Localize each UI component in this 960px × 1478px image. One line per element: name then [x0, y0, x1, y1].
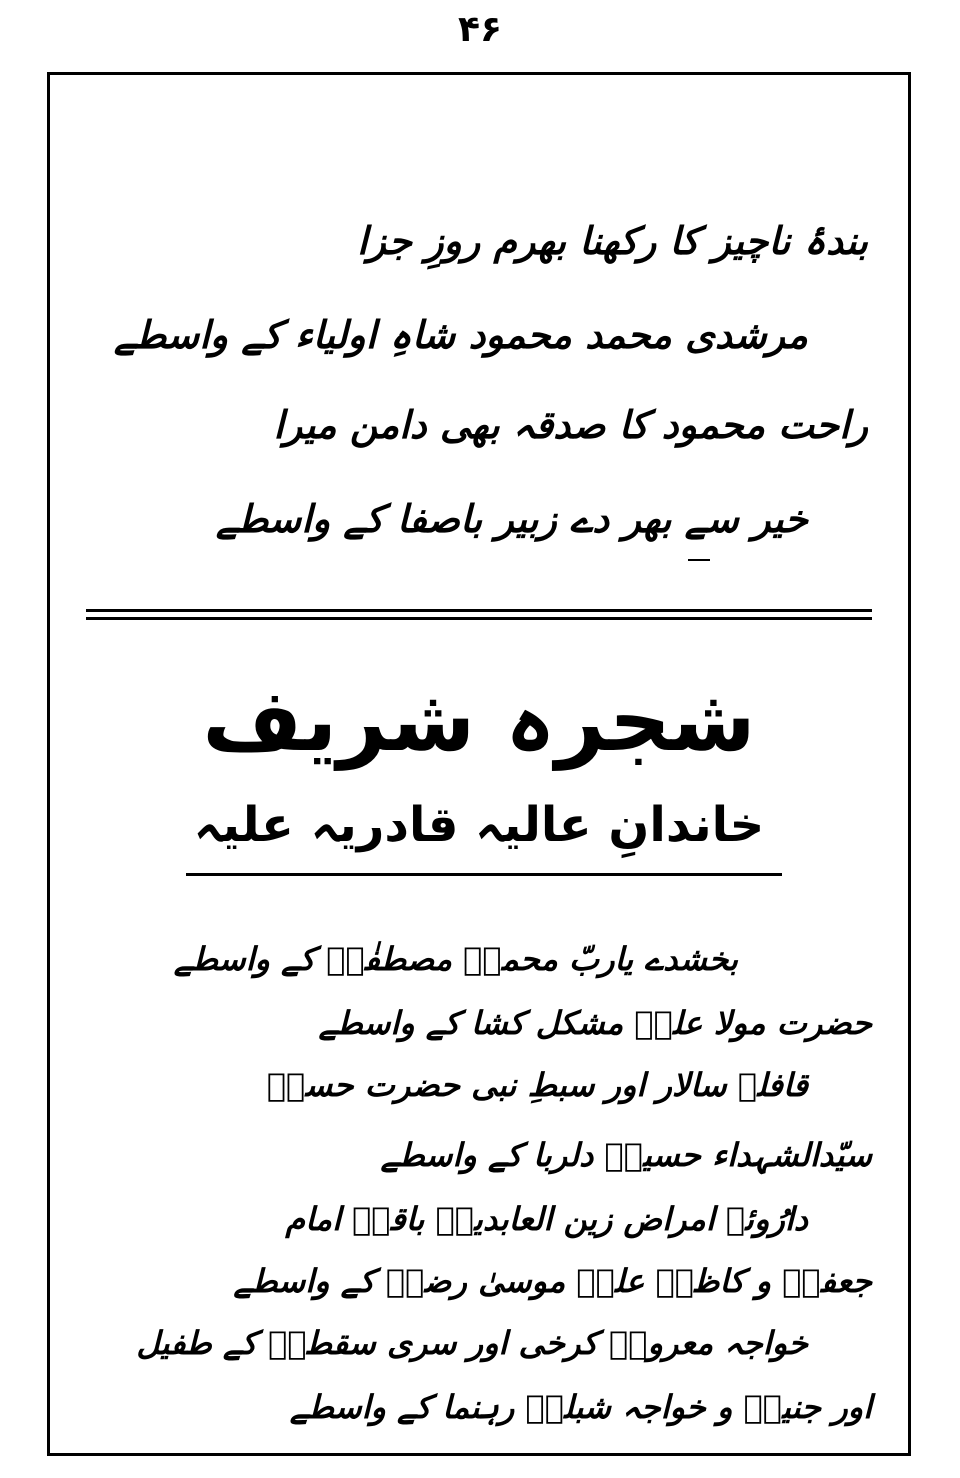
separator-bottom — [86, 617, 872, 620]
separator-top — [86, 609, 872, 612]
shajra-line-6: جعفرؒ و کاظمؒ علیؒ موسیٰ رضاؒ کے واسطے — [233, 1262, 872, 1300]
poem-line-4: خیر سے بھر دے زبیر باصفا کے واسطے — [215, 497, 808, 541]
shajra-line-2: حضرت مولا علیؓ مشکل کشا کے واسطے — [318, 1004, 872, 1042]
page-subtitle: خاندانِ عالیہ قادریہ علیہ — [193, 797, 765, 853]
shajra-line-1: بخشدے یاربّ محمدؐ مصطفٰےؐ کے واسطے — [173, 940, 738, 978]
shajra-line-8: اور جنیدؒ و خواجہ شبلیؒ رہنما کے واسطے — [289, 1388, 872, 1426]
subtitle-underline — [186, 873, 782, 876]
page-frame — [47, 72, 911, 1456]
shajra-line-3: قافلہ سالار اور سبطِ نبی حضرت حسنؓ — [266, 1066, 808, 1104]
poem-line-2: مرشدی محمد محمود شاہِ اولیاء کے واسطے — [113, 313, 808, 357]
stray-mark — [688, 559, 710, 561]
shajra-line-7: خواجہ معروفؒ کرخی اور سری سقطیؒ کے طفیل — [136, 1324, 808, 1362]
shajra-line-4: سیّدالشہداء حسینؓ دلربا کے واسطے — [380, 1136, 872, 1174]
shajra-line-5: دارُوئے امراض زین العابدینؒ باقرؒ امام — [285, 1200, 808, 1238]
poem-line-1: بندۂ ناچیز کا رکھنا بھرم روزِ جزا — [356, 219, 868, 263]
poem-line-3: راحت محمود کا صدقہ بھی دامن میرا — [273, 403, 868, 447]
page-number: ۴۶ — [458, 9, 502, 50]
page-title: شجرہ شریف — [202, 671, 756, 771]
